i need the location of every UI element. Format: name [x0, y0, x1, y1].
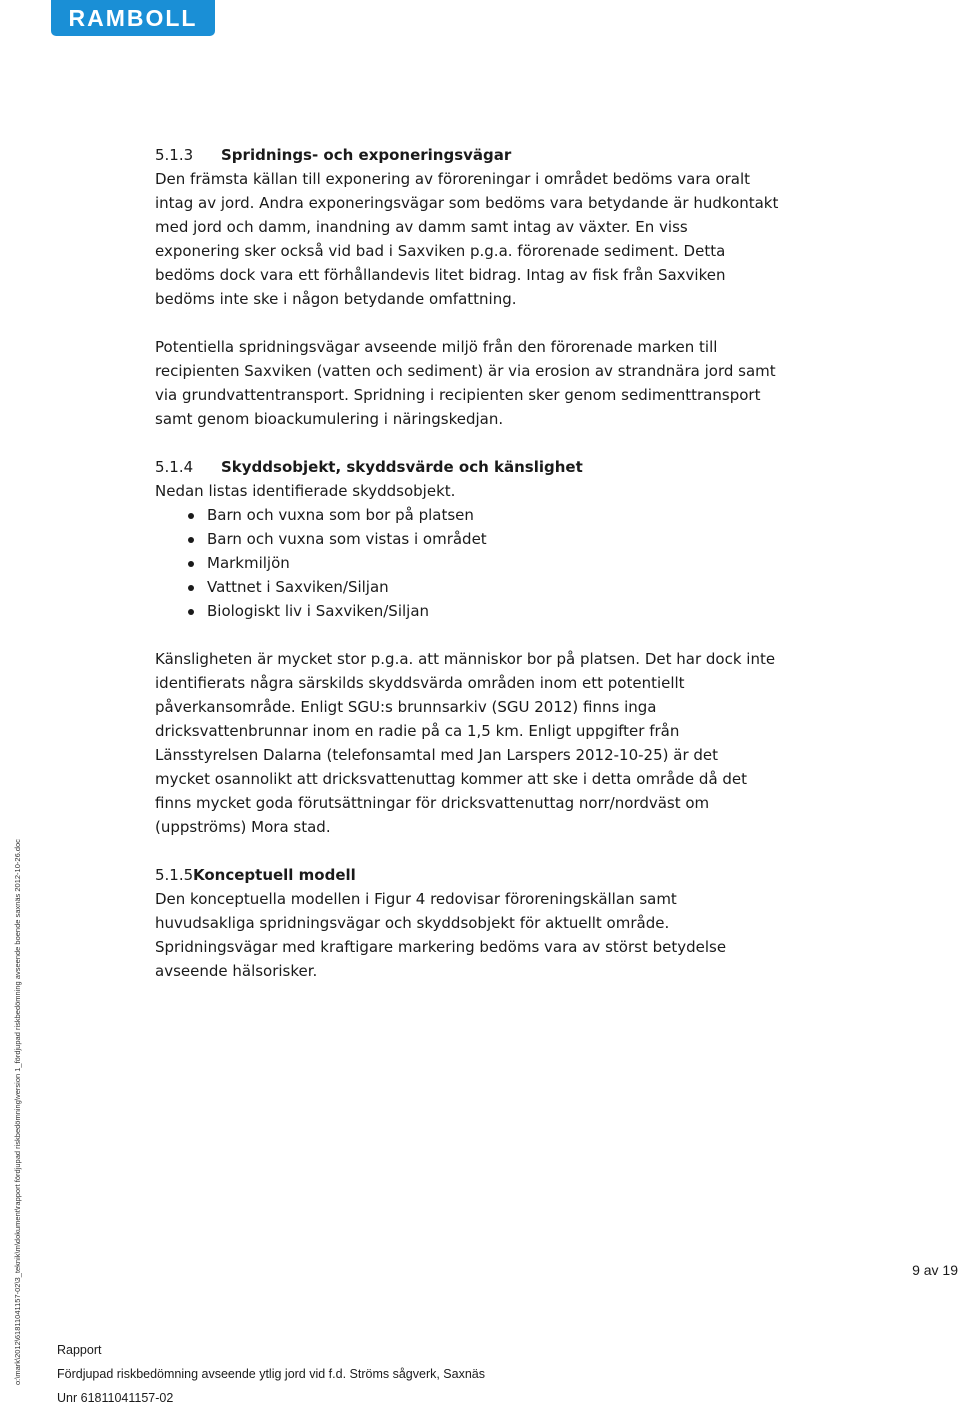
paragraph-line: Den konceptuella modellen i Figur 4 redovisar föroreningskällan samt [155, 890, 677, 908]
document-body [155, 143, 855, 983]
list-item-text: Biologiskt liv i Saxviken/Siljan [207, 602, 430, 620]
paragraph-line: identifierats några särskilds skyddsvärda områden inom ett potentiellt [155, 674, 685, 692]
list-item [155, 575, 855, 599]
file-path-text: o:\mark\2012\61811041157-02\3_teknik\m\dokument\rapport fördjupad riskbedömning\version 1_fördjupad riskbedömning avseende boende saxnäs 2012-10-26.doc [13, 839, 22, 1385]
paragraph-line: Den främsta källan till exponering av föroreningar i området bedöms vara oralt [155, 170, 751, 188]
paragraph-line: påverkansområde. Enligt SGU:s brunnsarkiv (SGU 2012) finns inga [155, 698, 657, 716]
logo-text: RAMBOLL [68, 4, 198, 31]
list-item-text: Markmiljön [207, 554, 290, 572]
footer-doc-type: Rapport [57, 1343, 102, 1357]
bullet-icon [188, 561, 194, 567]
page-footer [57, 1338, 485, 1410]
list-item-text: Barn och vuxna som vistas i området [207, 530, 487, 548]
list-item [155, 599, 855, 623]
paragraph-line: (uppströms) Mora stad. [155, 818, 331, 836]
footer-doc-number: Unr 61811041157-02 [57, 1391, 174, 1405]
paragraph-line: med jord och damm, inandning av damm samt intag av växter. En viss [155, 218, 688, 236]
paragraph-line: Länsstyrelsen Dalarna (telefonsamtal med Jan Larspers 2012-10-25) är det [155, 746, 719, 764]
paragraph-line: via grundvattentransport. Spridning i recipienten sker genom sedimenttransport [155, 386, 761, 404]
section-title: Spridnings- och exponeringsvägar [221, 146, 512, 164]
bullet-icon [188, 609, 194, 615]
paragraph-line: exponering sker också vid bad i Saxviken p.g.a. förorenade sediment. Detta [155, 242, 726, 260]
list-item [155, 551, 855, 575]
list-item [155, 503, 855, 527]
section-title: Skyddsobjekt, skyddsvärde och känslighet [221, 458, 583, 476]
bullet-icon [188, 585, 194, 591]
bullet-icon [188, 537, 194, 543]
footer-doc-title: Fördjupad riskbedömning avseende ytlig jord vid f.d. Ströms sågverk, Saxnäs [57, 1367, 485, 1381]
section-heading-513 [155, 143, 855, 167]
paragraph-line: finns mycket goda förutsättningar för dricksvattenuttag norr/nordväst om [155, 794, 710, 812]
section-number: 5.1.3 [155, 146, 194, 164]
page-number: 9 av 19 [912, 1262, 958, 1278]
section-number: 5.1.5 [155, 866, 194, 884]
section-title: Konceptuell modell [193, 866, 356, 884]
paragraph-line: bedöms dock vara ett förhållandevis litet bidrag. Intag av fisk från Saxviken [155, 266, 726, 284]
paragraph-line: recipienten Saxviken (vatten och sediment) är via erosion av strandnära jord samt [155, 362, 776, 380]
ramboll-logo [51, 0, 215, 36]
paragraph-line: huvudsakliga spridningsvägar och skyddsobjekt för aktuellt område. [155, 914, 670, 932]
paragraph-line: bedöms inte ske i någon betydande omfattning. [155, 290, 517, 308]
section-heading-515 [155, 863, 855, 887]
paragraph-line: Spridningsvägar med kraftigare markering bedöms vara av störst betydelse [155, 938, 727, 956]
paragraph-line: intag av jord. Andra exponeringsvägar som bedöms vara betydande är hudkontakt [155, 194, 779, 212]
paragraph-line: mycket osannolikt att dricksvattenuttag kommer att ske i detta område då det [155, 770, 748, 788]
paragraph-line: samt genom bioackumulering i näringskedjan. [155, 410, 504, 428]
section-heading-514 [155, 455, 855, 479]
list-item [155, 527, 855, 551]
section-number: 5.1.4 [155, 458, 194, 476]
paragraph-line: avseende hälsorisker. [155, 962, 318, 980]
list-intro: Nedan listas identifierade skyddsobjekt. [155, 482, 456, 500]
list-item-text: Vattnet i Saxviken/Siljan [207, 578, 389, 596]
bullet-icon [188, 513, 194, 519]
protection-object-list [155, 503, 855, 623]
paragraph-line: Känsligheten är mycket stor p.g.a. att människor bor på platsen. Det har dock inte [155, 650, 776, 668]
list-item-text: Barn och vuxna som bor på platsen [207, 506, 474, 524]
paragraph-line: Potentiella spridningsvägar avseende miljö från den förorenade marken till [155, 338, 718, 356]
paragraph-line: dricksvattenbrunnar inom en radie på ca 1,5 km. Enligt uppgifter från [155, 722, 680, 740]
